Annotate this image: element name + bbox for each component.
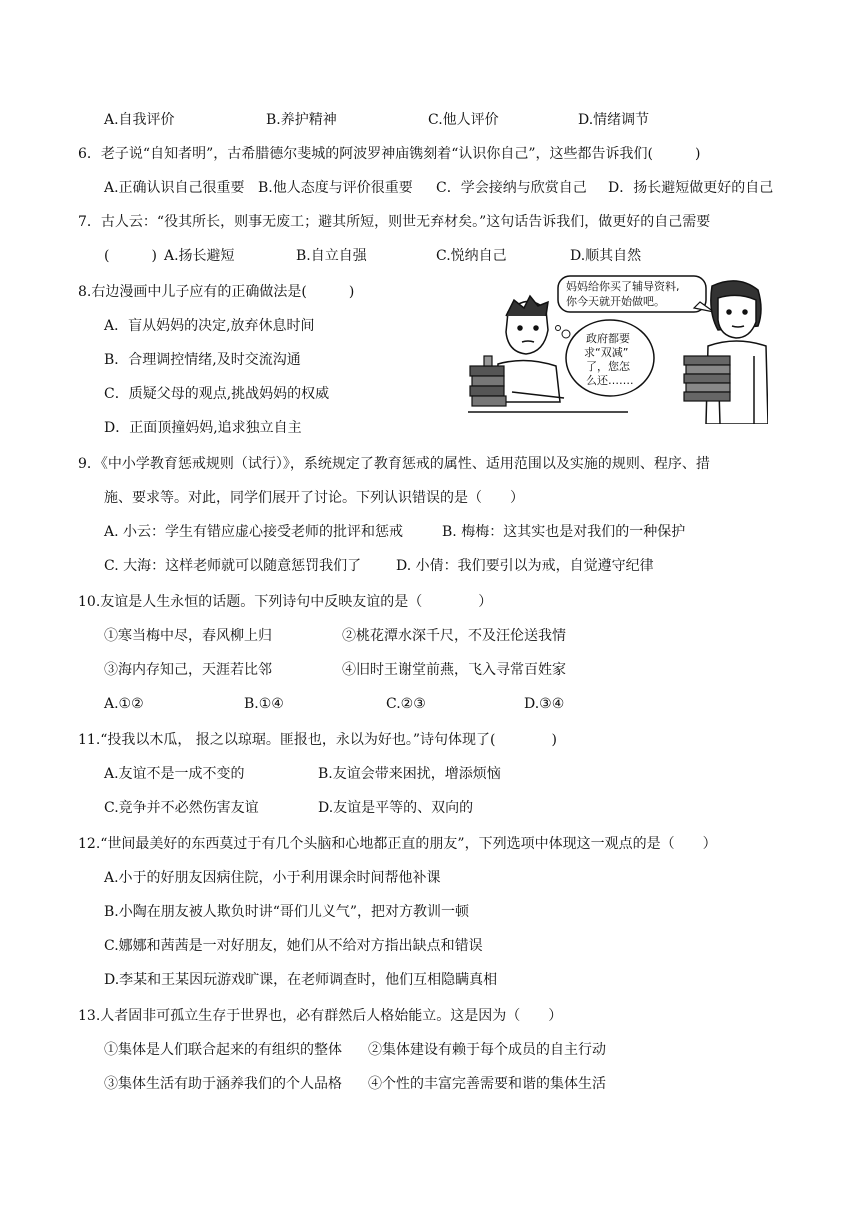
q7-option-a: A.扬长避短 [164, 248, 235, 264]
q9-option-b: B. 梅梅：这其实也是对我们的一种保护 [442, 524, 686, 540]
q5-option-d: D.情绪调节 [578, 112, 650, 128]
q12-stem: 12.“世间最美好的东西莫过于有几个头脑和心地都正直的朋友”，下列选项中体现这一观点的是（ ） [78, 836, 717, 852]
q5-option-c: C.他人评价 [428, 112, 499, 128]
son-bubble-line-2: 求“双减” [584, 346, 629, 359]
q7-option-b: B.自立自强 [296, 248, 367, 264]
q5-option-a: A.自我评价 [104, 112, 175, 128]
q13-stem: 13.人者固非可孤立生存于世界也，必有群然后人格始能立。这是因为（ ） [78, 1008, 563, 1024]
q6-stem: 6．老子说“自知者明”，古希腊德尔斐城的阿波罗神庙镌刻着“认识你自己”，这些都告诉我们( ) [78, 146, 701, 162]
q13-item-1: ①集体是人们联合起来的有组织的整体 [104, 1042, 342, 1058]
q10-stem: 10.友谊是人生永恒的话题。下列诗句中反映友谊的是（ ） [78, 594, 493, 610]
q10-option-a: A.①② [104, 696, 144, 712]
q8-option-c: C．质疑父母的观点,挑战妈妈的权威 [104, 386, 330, 402]
q10-item-2: ②桃花潭水深千尺，不及汪伦送我情 [342, 628, 566, 644]
q8-option-b: B．合理调控情绪,及时交流沟通 [104, 352, 301, 368]
book-stack-mother [684, 356, 730, 401]
q9-option-a: A. 小云：学生有错应虚心接受老师的批评和惩戒 [104, 524, 404, 540]
q10-item-4: ④旧时王谢堂前燕，飞入寻常百姓家 [342, 662, 566, 678]
q13-item-4: ④个性的丰富完善需要和谐的集体生活 [368, 1076, 606, 1092]
son-bubble-line-1: 政府都要 [586, 332, 630, 345]
q6-option-a: A.正确认识自己很重要 [104, 180, 245, 196]
q11-option-b: B.友谊会带来困扰，增添烦恼 [318, 766, 501, 782]
q5-option-b: B.养护精神 [266, 112, 337, 128]
q9-option-c: C. 大海：这样老师就可以随意惩罚我们了 [104, 558, 362, 574]
q11-option-a: A.友谊不是一成不变的 [104, 766, 245, 782]
q12-option-b: B.小陶在朋友被人欺负时讲“哥们儿义气”，把对方教训一顿 [104, 904, 470, 920]
q10-item-3: ③海内存知己，天涯若比邻 [104, 662, 272, 678]
son-bubble-line-3: 了，您怎 [586, 360, 630, 373]
q13-item-2: ②集体建设有赖于每个成员的自主行动 [368, 1042, 606, 1058]
q11-stem: 11.“投我以木瓜， 报之以琼琚。匪报也，永以为好也。”诗句体现了( ) [78, 732, 557, 748]
q10-option-d: D.③④ [524, 696, 565, 712]
q7-option-d: D.顺其自然 [570, 248, 642, 264]
son-thought-bubble [556, 320, 655, 396]
mom-speech-bubble [558, 276, 714, 312]
q9-stem-line-1: 9．《中小学教育惩戒规则（试行）》，系统规定了教育惩戒的属性、适用范围以及实施的规则、程序、措 [78, 456, 710, 472]
q6-option-c: C．学会接纳与欣赏自己 [436, 180, 587, 196]
q12-option-a: A.小于的好朋友因病住院，小于利用课余时间帮他补课 [104, 870, 441, 886]
q8-option-d: D．正面顶撞妈妈,追求独立自主 [104, 420, 302, 436]
q12-option-d: D.李某和王某因玩游戏旷课，在老师调查时，他们互相隐瞒真相 [104, 972, 498, 988]
q8-option-a: A．盲从妈妈的决定,放弃休息时间 [104, 318, 315, 334]
q13-item-3: ③集体生活有助于涵养我们的个人品格 [104, 1076, 342, 1092]
q10-option-b: B.①④ [244, 696, 284, 712]
q8-stem: 8.右边漫画中儿子应有的正确做法是( ) [78, 284, 355, 300]
mom-bubble-line-2: 你今天就开始做吧。 [566, 295, 665, 308]
q7-option-c: C.悦纳自己 [436, 248, 507, 264]
q7-paren: ( ) [104, 248, 157, 264]
q9-stem-line-2: 施、要求等。对此，同学们展开了讨论。下列认识错误的是（ ） [104, 490, 524, 506]
q11-option-c: C.竞争并不必然伤害友谊 [104, 800, 259, 816]
son-bubble-line-4: 么还……. [586, 374, 634, 387]
q11-option-d: D.友谊是平等的、双向的 [318, 800, 474, 816]
mother-figure [706, 281, 768, 424]
q10-option-c: C.②③ [386, 696, 426, 712]
q10-item-1: ①寒当梅中尽，春风柳上归 [104, 628, 272, 644]
q6-option-b: B.他人态度与评价很重要 [258, 180, 413, 196]
q8-cartoon [468, 272, 768, 424]
q12-option-c: C.娜娜和茜茜是一对好朋友，她们从不给对方指出缺点和错误 [104, 938, 483, 954]
mom-bubble-line-1: 妈妈给你买了辅导资料, [566, 280, 680, 293]
q7-stem: 7．古人云：“役其所长，则事无废工；避其所短，则世无弃材矣。”这句话告诉我们，做更好的自己需要 [78, 214, 711, 230]
q9-option-d: D. 小倩：我们要引以为戒，自觉遵守纪律 [396, 558, 654, 574]
q6-option-d: D．扬长避短做更好的自己 [608, 180, 774, 196]
son-figure [496, 296, 564, 402]
